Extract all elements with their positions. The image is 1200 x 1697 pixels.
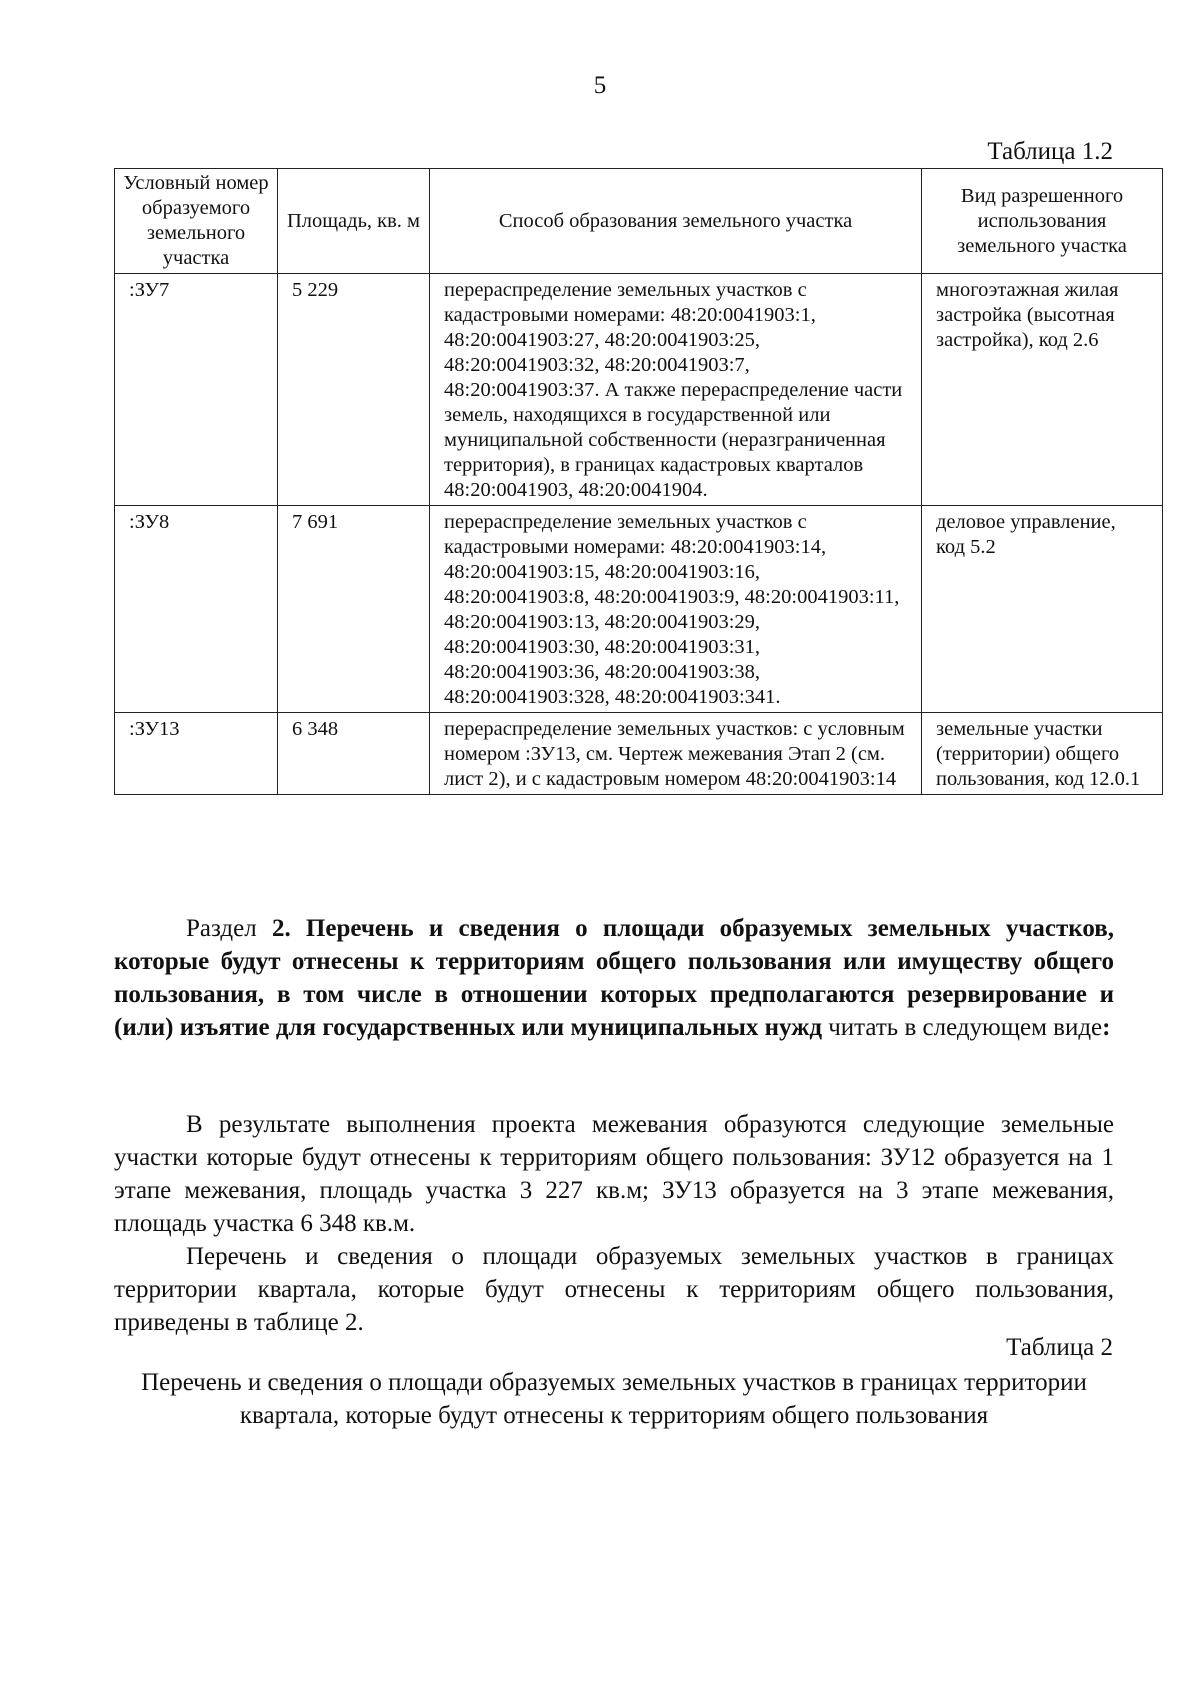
cell-area: 5 229 (278, 274, 430, 506)
table-1-2-label: Таблица 1.2 (987, 138, 1113, 165)
table-row (115, 506, 1163, 713)
table-2-caption: Перечень и сведения о площади образуемых земельных участков в границах территории квартала, которые будут отнесены к территориям общего пользования (141, 1369, 1087, 1429)
cell-parcel-number: :ЗУ8 (115, 506, 278, 713)
header-formation-method: Способ образования земельного участка (430, 169, 922, 274)
section-2-suffix: читать в следующем виде (821, 1014, 1103, 1041)
table-2-label: Таблица 2 (1006, 1334, 1113, 1361)
section-2-heading-paragraph (114, 912, 1114, 1044)
section-2-title: 2. Перечень и сведения о площади образуемых земельных участков, которые будут отнесены к территориям общего пользования или имуществу общего пользования, в том числе в отношении которых предполагаются резервирование и (или) изъятие для государственных или муниципальных нужд (114, 915, 1114, 1041)
table-row (115, 713, 1163, 795)
result-paragraph-block (114, 1108, 1114, 1240)
section-2-colon: : (1102, 1014, 1111, 1041)
list-paragraph: Перечень и сведения о площади образуемых земельных участков в границах территории квартала, которые будут отнесены к территориям общего пользования, приведены в таблице 2. (114, 1243, 1114, 1336)
cell-parcel-number: :ЗУ7 (115, 274, 278, 506)
parcels-table (114, 168, 1163, 795)
table-row (115, 274, 1163, 506)
header-parcel-number: Условный номер образуемого земельного участка (115, 169, 278, 274)
list-paragraph-block (114, 1240, 1114, 1339)
cell-permitted-use: многоэтажная жилая застройка (высотная застройка), код 2.6 (922, 274, 1163, 506)
section-2-prefix: Раздел (186, 915, 272, 942)
cell-area: 6 348 (278, 713, 430, 795)
header-area: Площадь, кв. м (278, 169, 430, 274)
cell-formation-method: перераспределение земельных участков с кадастровыми номерами: 48:20:0041903:14, 48:20:0041903:15, 48:20:0041903:16, 48:20:0041903:8, 48:20:0041903:9, 48:20:0041903:11, 48:20:0041903:13, 48:20:0041903:29, 48:20:0041903:30, 48:20:0041903:31, 48:20:0041903:36, 48:20:0041903:38, 48:20:0041903:328, 48:20:0041903:341. (430, 506, 922, 713)
cell-area: 7 691 (278, 506, 430, 713)
table-header-row (115, 169, 1163, 274)
page-number: 5 (593, 72, 607, 99)
cell-formation-method: перераспределение земельных участков с кадастровыми номерами: 48:20:0041903:1, 48:20:0041903:27, 48:20:0041903:25, 48:20:0041903:32, 48:20:0041903:7, 48:20:0041903:37. А также перераспределение части земель, находящихся в государственной или муниципальной собственности (неразграниченная территория), в границах кадастровых кварталов 48:20:0041903, 48:20:0041904. (430, 274, 922, 506)
cell-parcel-number: :ЗУ13 (115, 713, 278, 795)
cell-formation-method: перераспределение земельных участков: с условным номером :ЗУ13, см. Чертеж межевания Этап 2 (см. лист 2), и с кадастровым номером 48:20:0041903:14 (430, 713, 922, 795)
cell-permitted-use: земельные участки (территории) общего пользования, код 12.0.1 (922, 713, 1163, 795)
result-paragraph: В результате выполнения проекта межевания образуются следующие земельные участки которые будут отнесены к территориям общего пользования: ЗУ12 образуется на 1 этапе межевания, площадь участка 3 227 кв.м; ЗУ13 образуется на 3 этапе межевания, площадь участка 6 348 кв.м. (114, 1111, 1114, 1237)
cell-permitted-use: деловое управление, код 5.2 (922, 506, 1163, 713)
header-permitted-use: Вид разрешенного использования земельного участка (922, 169, 1163, 274)
section-2-heading (114, 912, 1114, 1044)
